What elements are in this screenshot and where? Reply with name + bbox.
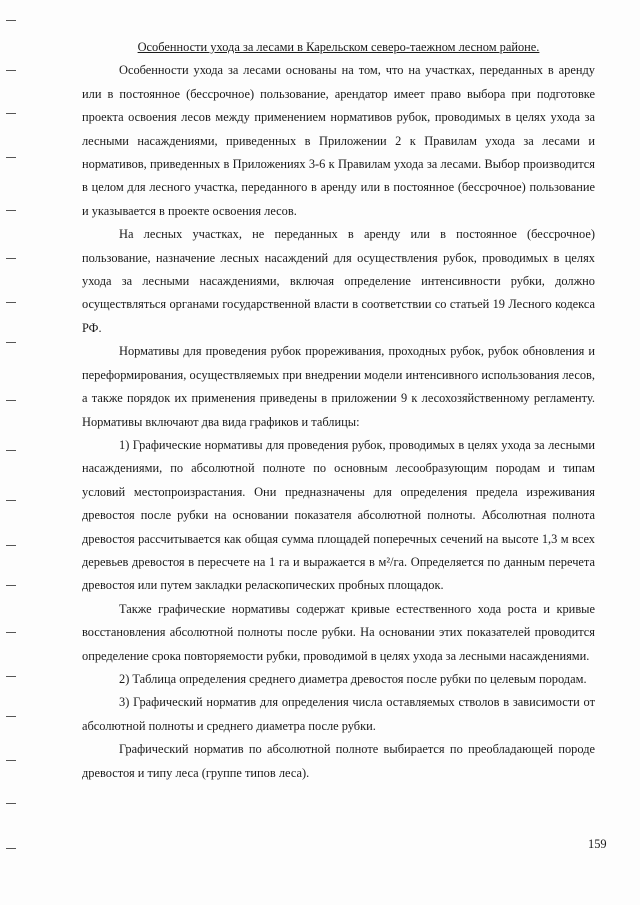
- margin-mark: [6, 20, 16, 21]
- document-body: [82, 36, 595, 785]
- margin-mark: [6, 500, 16, 501]
- margin-mark: [6, 113, 16, 114]
- margin-mark: [6, 210, 16, 211]
- paragraph-norms-intro: Нормативы для проведения рубок прореживания, проходных рубок, рубок обновления и переформирования, осуществляемых при внедрении модели интенсивного использования лесов, а также порядок их применения приведены в приложении 9 к лесохозяйственному регламенту. Нормативы включают два вида графиков и таблицы:: [82, 344, 595, 429]
- list-item-stem-count-norm: 3) Графический норматив для определения числа оставляемых стволов в зависимости от абсолютной полноты и среднего диаметра после рубки.: [82, 695, 595, 733]
- paragraph-lease-rules: Особенности ухода за лесами основаны на том, что на участках, переданных в аренду или в постоянное (бессрочное) пользование, арендатор имеет право выбора при подготовке проекта освоения лесов между применением нормативов рубок, проводимых в целях ухода за лесными насаждениями, приведенных в Приложении 2 к Правилам ухода за лесами и нормативов, приведенных в Приложениях 3-6 к Правилам ухода за лесами. Выбор производится в целом для лесного участка, переданного в аренду или в постоянное (бессрочное) пользование и указывается в проекте освоения лесов.: [82, 63, 595, 218]
- margin-mark: [6, 400, 16, 401]
- paragraph-growth-curves: Также графические нормативы содержат кривые естественного хода роста и кривые восстановления абсолютной полноты после рубки. На основании этих показателей проводится определение срока повторяемости рубки, проводимой в целях ухода за лесными насаждениями.: [82, 601, 595, 663]
- margin-mark: [6, 342, 16, 343]
- list-item-diameter-table: 2) Таблица определения среднего диаметра древостоя после рубки по целевым породам.: [119, 671, 587, 686]
- document-title: Особенности ухода за лесами в Карельском северо-таежном лесном районе.: [137, 40, 540, 54]
- margin-mark: [6, 258, 16, 259]
- margin-mark: [6, 676, 16, 677]
- list-item-graphic-norms: 1) Графические нормативы для проведения рубок, проводимых в целях ухода за лесными насаждениями, по абсолютной полноте по основным лесообразующим породам и типам условий местопроизрастания. Они предназначены для определения предела изреживания древостоя после рубки на основании показателя абсолютной полноты. Абсолютная полнота древостоя рассчитывается как общая сумма площадей поперечных сечений на высоте 1,3 м всех деревьев древостоя в пересчете на 1 га и выражается в м²/га. Определяется по данным перечета древостоя или путем закладки реласкопических пробных площадок.: [82, 437, 595, 593]
- scan-margin-marks: [6, 0, 20, 905]
- paragraph-norm-selection: Графический норматив по абсолютной полноте выбирается по преобладающей породе древостоя и типу леса (группе типов леса).: [82, 742, 595, 780]
- page-number: 159: [588, 837, 607, 851]
- margin-mark: [6, 803, 16, 804]
- paragraph-unleased-plots: На лесных участках, не переданных в аренду или в постоянное (бессрочное) пользование, назначение лесных насаждений для осуществления рубок, проводимых в целях ухода за лесными насаждениями, включая определение интенсивности рубки, должно осуществляться органами государственной власти в соответствии со статьей 19 Лесного кодекса РФ.: [82, 227, 595, 335]
- margin-mark: [6, 545, 16, 546]
- margin-mark: [6, 848, 16, 849]
- margin-mark: [6, 716, 16, 717]
- margin-mark: [6, 157, 16, 158]
- margin-mark: [6, 450, 16, 451]
- margin-mark: [6, 585, 16, 586]
- margin-mark: [6, 632, 16, 633]
- margin-mark: [6, 302, 16, 303]
- margin-mark: [6, 760, 16, 761]
- margin-mark: [6, 70, 16, 71]
